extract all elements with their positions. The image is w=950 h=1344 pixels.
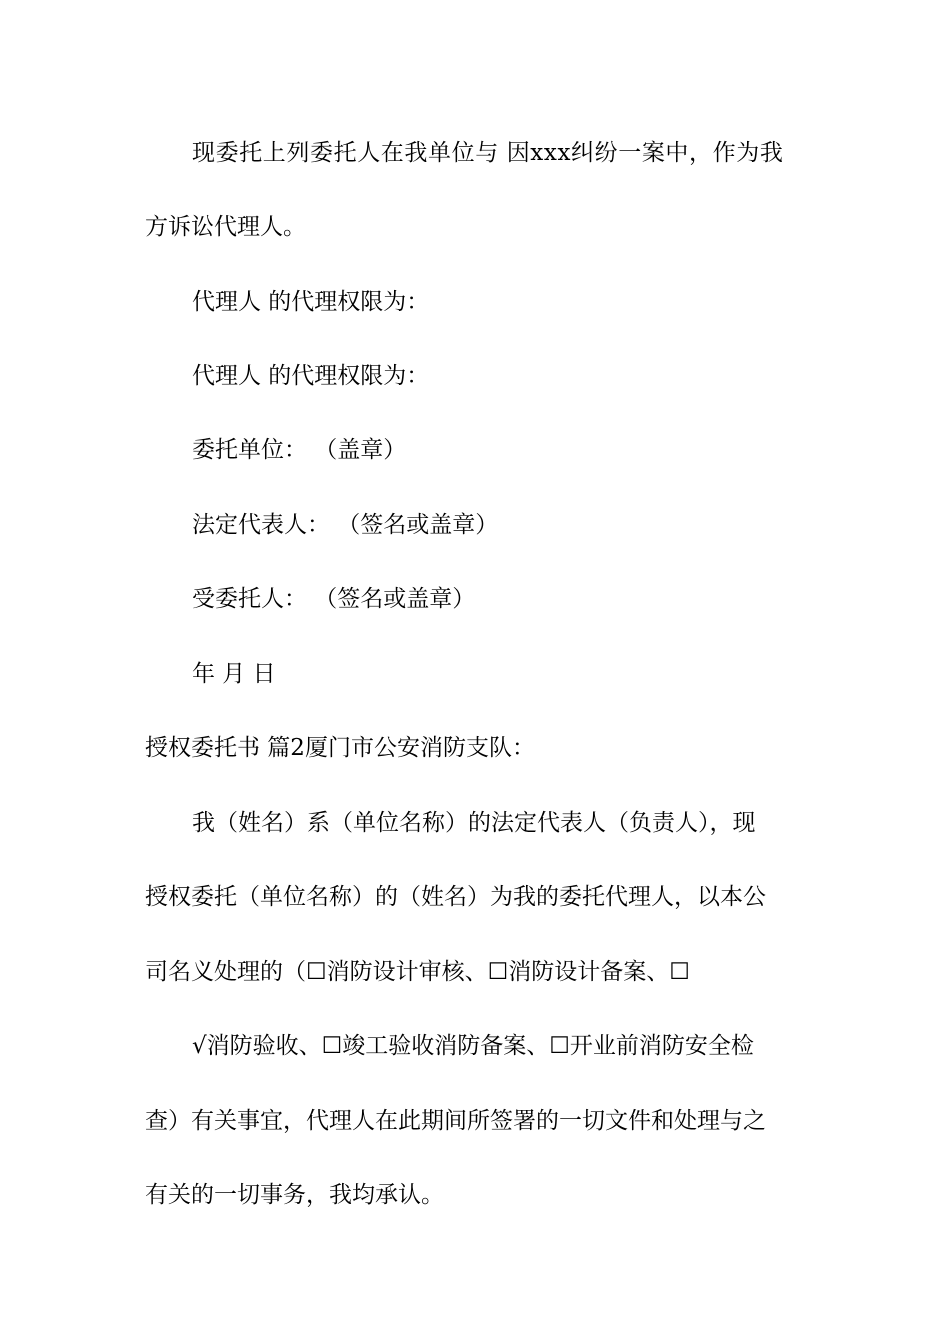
paragraph-line-1: 现委托上列委托人在我单位与 因xxx纠纷一案中，作为我 <box>192 140 784 166</box>
paragraph-line-8: 有关的一切事务，我均承认。 <box>145 1182 444 1208</box>
trustee-line: 受委托人： （签名或盖章） <box>192 586 476 612</box>
legal-representative-line: 法定代表人： （签名或盖章） <box>192 512 499 538</box>
agent-authority-line-1: 代理人 的代理权限为： <box>192 289 430 315</box>
entrusting-unit-line: 委托单位： （盖章） <box>192 437 407 463</box>
paragraph-line-5: 司名义处理的（☐消防设计审核、☐消防设计备案、☐ <box>145 959 690 985</box>
paragraph-line-4: 授权委托（单位名称）的（姓名）为我的委托代理人，以本公 <box>145 884 766 910</box>
paragraph-line-2: 方诉讼代理人。 <box>145 214 306 240</box>
paragraph-line-3: 我（姓名）系（单位名称）的法定代表人（负责人），现 <box>192 810 756 836</box>
paragraph-line-7: 查）有关事宜，代理人在此期间所签署的一切文件和处理与之 <box>145 1108 766 1134</box>
date-line: 年 月 日 <box>192 661 276 687</box>
section-heading: 授权委托书 篇2厦门市公安消防支队： <box>145 735 535 761</box>
agent-authority-line-2: 代理人 的代理权限为： <box>192 363 430 389</box>
paragraph-line-6: √消防验收、☐竣工验收消防备案、☐开业前消防安全检 <box>192 1033 754 1059</box>
